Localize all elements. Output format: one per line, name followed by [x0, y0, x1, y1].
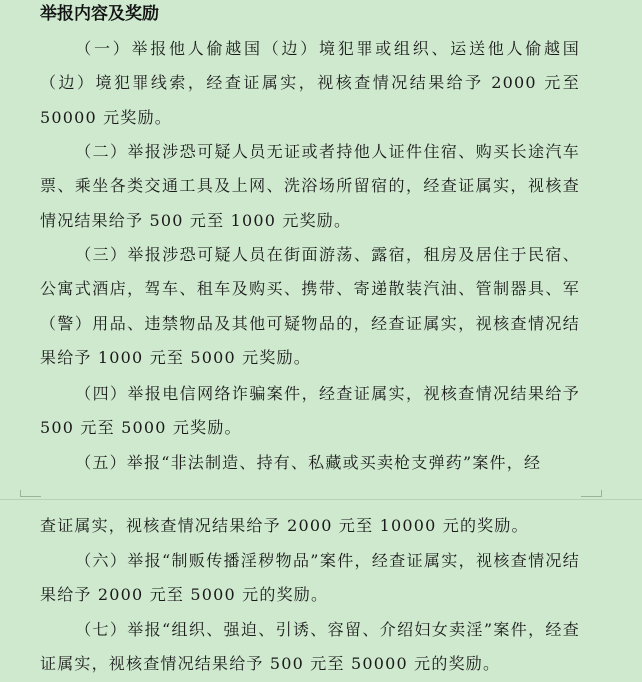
paragraph-item-1: （一）举报他人偷越国（边）境犯罪或组织、运送他人偷越国（边）境犯罪线索，经查证属实，视核查情况结果给予 2000 元至 50000 元奖励。 — [40, 39, 580, 127]
paragraph-item-6: （六）举报“制贩传播淫秽物品”案件，经查证属实，视核查情况结果给予 2000 元至 5000 元的奖励。 — [40, 551, 580, 605]
crop-mark-icon — [581, 490, 602, 497]
section-heading: 举报内容及奖励 — [40, 4, 159, 24]
paragraph-item-2: （二）举报涉恐可疑人员无证或者持他人证件住宿、购买长途汽车票、乘坐各类交通工具及上网、洗浴场所留宿的，经查证属实，视核查情况结果给予 500 元至 1000 元奖励。 — [40, 142, 580, 230]
page-break-line — [0, 499, 642, 500]
paragraph-item-5-start: （五）举报“非法制造、持有、私藏或买卖枪支弹药”案件，经 — [75, 453, 542, 472]
paragraph-item-5-continued: 查证属实，视核查情况结果给予 2000 元至 10000 元的奖励。 — [40, 516, 529, 535]
paragraph-item-7: （七）举报“组织、强迫、引诱、容留、介绍妇女卖淫”案件，经查证属实，视核查情况结果给予 500 元至 50000 元的奖励。 — [40, 620, 580, 674]
crop-mark-icon — [20, 490, 41, 497]
paragraph-item-3: （三）举报涉恐可疑人员在街面游荡、露宿，租房及居住于民宿、公寓式酒店，驾车、租车及购买、携带、寄递散装汽油、管制器具、军（警）用品、违禁物品及其他可疑物品的，经查证属实，视核查情况结果给予 1000 元至 5000 元奖励。 — [40, 245, 580, 367]
paragraph-item-4: （四）举报电信网络诈骗案件，经查证属实，视核查情况结果给予 500 元至 5000 元奖励。 — [40, 384, 580, 438]
